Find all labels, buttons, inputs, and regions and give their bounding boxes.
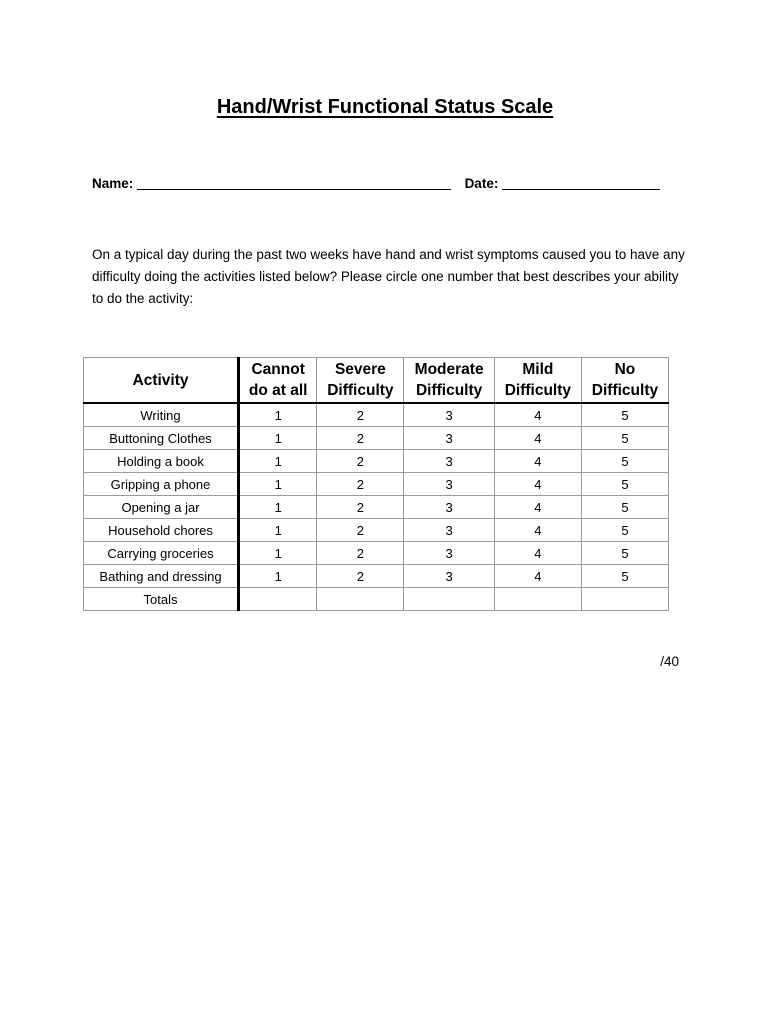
table-row bbox=[84, 427, 669, 450]
score-cell[interactable]: 2 bbox=[317, 496, 404, 519]
column-header-moderate: Moderate Difficulty bbox=[404, 358, 494, 404]
name-date-line bbox=[92, 176, 660, 191]
score-cell[interactable]: 1 bbox=[239, 427, 317, 450]
score-cell[interactable]: 2 bbox=[317, 450, 404, 473]
score-cell[interactable]: 2 bbox=[317, 473, 404, 496]
score-cell[interactable]: 2 bbox=[317, 542, 404, 565]
activity-cell: Opening a jar bbox=[84, 496, 239, 519]
activity-column-header: Activity bbox=[84, 358, 239, 404]
table-row bbox=[84, 565, 669, 588]
score-cell[interactable]: 4 bbox=[494, 542, 581, 565]
table-row bbox=[84, 450, 669, 473]
activity-cell: Writing bbox=[84, 403, 239, 427]
totals-label: Totals bbox=[84, 588, 239, 611]
activity-cell: Household chores bbox=[84, 519, 239, 542]
score-cell[interactable]: 5 bbox=[581, 565, 668, 588]
total-cell[interactable] bbox=[317, 588, 404, 611]
score-cell[interactable]: 5 bbox=[581, 403, 668, 427]
table-row bbox=[84, 403, 669, 427]
name-label: Name: bbox=[92, 176, 134, 191]
score-cell[interactable]: 5 bbox=[581, 496, 668, 519]
score-cell[interactable]: 4 bbox=[494, 427, 581, 450]
score-cell[interactable]: 3 bbox=[404, 519, 494, 542]
score-cell[interactable]: 4 bbox=[494, 450, 581, 473]
column-header-no: No Difficulty bbox=[581, 358, 668, 404]
score-cell[interactable]: 2 bbox=[317, 427, 404, 450]
score-cell[interactable]: 2 bbox=[317, 519, 404, 542]
score-cell[interactable]: 5 bbox=[581, 450, 668, 473]
score-cell[interactable]: 5 bbox=[581, 542, 668, 565]
date-field[interactable] bbox=[502, 176, 660, 190]
activity-cell: Buttoning Clothes bbox=[84, 427, 239, 450]
score-cell[interactable]: 3 bbox=[404, 427, 494, 450]
activity-cell: Carrying groceries bbox=[84, 542, 239, 565]
score-cell[interactable]: 1 bbox=[239, 496, 317, 519]
column-header-severe: Severe Difficulty bbox=[317, 358, 404, 404]
score-cell[interactable]: 3 bbox=[404, 496, 494, 519]
activity-cell: Holding a book bbox=[84, 450, 239, 473]
score-cell[interactable]: 2 bbox=[317, 403, 404, 427]
score-cell[interactable]: 1 bbox=[239, 450, 317, 473]
table-row bbox=[84, 496, 669, 519]
score-cell[interactable]: 1 bbox=[239, 403, 317, 427]
score-cell[interactable]: 3 bbox=[404, 403, 494, 427]
score-cell[interactable]: 2 bbox=[317, 565, 404, 588]
table-row bbox=[84, 473, 669, 496]
table-row bbox=[84, 542, 669, 565]
score-cell[interactable]: 3 bbox=[404, 473, 494, 496]
score-cell[interactable]: 4 bbox=[494, 519, 581, 542]
column-header-mild: Mild Difficulty bbox=[494, 358, 581, 404]
total-cell[interactable] bbox=[494, 588, 581, 611]
activity-cell: Gripping a phone bbox=[84, 473, 239, 496]
totals-row bbox=[84, 588, 669, 611]
score-cell[interactable]: 5 bbox=[581, 519, 668, 542]
table-row bbox=[84, 519, 669, 542]
score-cell[interactable]: 4 bbox=[494, 403, 581, 427]
score-cell[interactable]: 4 bbox=[494, 565, 581, 588]
score-cell[interactable]: 5 bbox=[581, 473, 668, 496]
score-cell[interactable]: 1 bbox=[239, 565, 317, 588]
score-cell[interactable]: 3 bbox=[404, 542, 494, 565]
score-cell[interactable]: 3 bbox=[404, 565, 494, 588]
name-field[interactable] bbox=[137, 176, 451, 190]
score-cell[interactable]: 3 bbox=[404, 450, 494, 473]
score-cell[interactable]: 1 bbox=[239, 542, 317, 565]
score-cell[interactable]: 5 bbox=[581, 427, 668, 450]
total-cell[interactable] bbox=[239, 588, 317, 611]
column-header-cannot: Cannot do at all bbox=[239, 358, 317, 404]
instructions-text: On a typical day during the past two weeks have hand and wrist symptoms caused you to have any difficulty doing the activities listed below? Please circle one number that best describes your ability to do the activity: bbox=[92, 247, 685, 306]
score-cell[interactable]: 4 bbox=[494, 496, 581, 519]
activity-cell: Bathing and dressing bbox=[84, 565, 239, 588]
score-cell[interactable]: 1 bbox=[239, 473, 317, 496]
score-total: /40 bbox=[660, 654, 679, 669]
total-cell[interactable] bbox=[581, 588, 668, 611]
total-cell[interactable] bbox=[404, 588, 494, 611]
score-cell[interactable]: 1 bbox=[239, 519, 317, 542]
page-title: Hand/Wrist Functional Status Scale bbox=[216, 96, 554, 118]
date-label: Date: bbox=[464, 176, 499, 191]
score-cell[interactable]: 4 bbox=[494, 473, 581, 496]
table-header-row bbox=[84, 358, 669, 404]
functional-status-table bbox=[83, 357, 669, 611]
